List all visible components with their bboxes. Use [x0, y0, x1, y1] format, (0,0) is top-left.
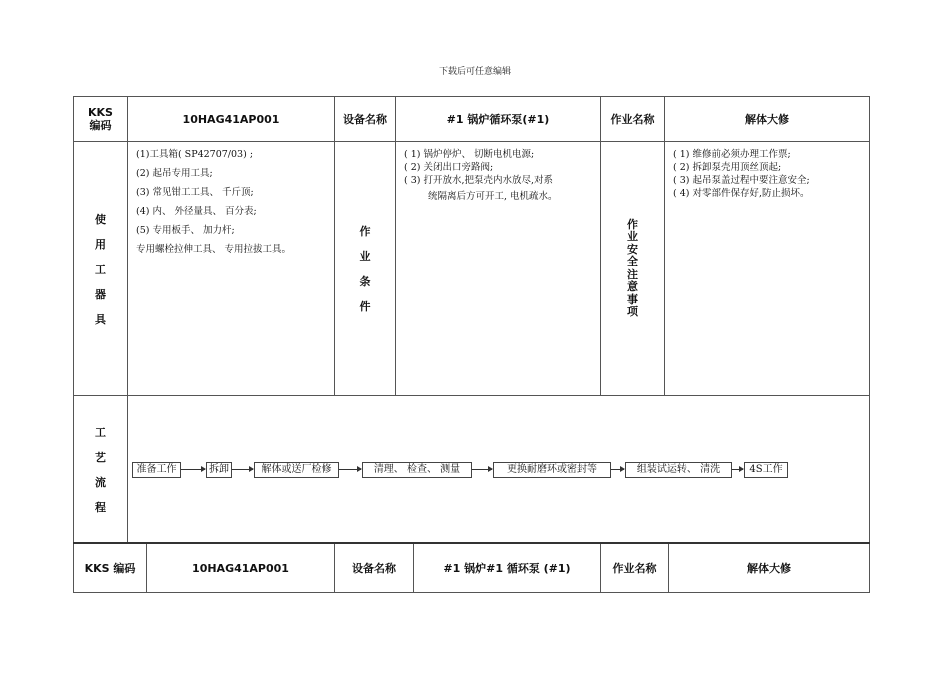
job-name-value: 解体大修: [665, 97, 870, 142]
flow-arrow: [339, 469, 361, 470]
safety-item: ( 4) 对零部件保存好,防止损坏。: [673, 188, 810, 199]
content-row: [74, 142, 870, 396]
header-row: [74, 97, 870, 142]
process-label-char: 工: [95, 425, 106, 439]
footer-job-name-value: 解体大修: [669, 543, 870, 593]
download-note: 下载后可任意编辑: [438, 67, 511, 77]
process-label-char: 艺: [95, 450, 106, 464]
flow-step-teardown: 解体或送厂检修: [254, 462, 339, 478]
footer-equip-name-label: 设备名称: [335, 543, 414, 593]
kks-value: 10HAG41AP001: [128, 97, 335, 142]
tools-item: (2) 起吊专用工具;: [136, 168, 213, 179]
process-label: [74, 396, 128, 543]
conditions-label-char: 作: [359, 225, 371, 238]
safety-label-char: 意: [627, 280, 638, 293]
tools-label-char: 具: [95, 312, 106, 326]
tools-list: [128, 142, 335, 396]
conditions-continuation: 统隔离后方可开工, 电机疏水。: [428, 191, 558, 202]
conditions-label-char: 件: [359, 300, 371, 313]
safety-label-char: 作: [627, 217, 638, 231]
safety-list: [665, 142, 870, 396]
flow-arrow: [232, 469, 253, 470]
tools-label-char: 工: [95, 262, 106, 276]
safety-item: ( 3) 起吊泵盖过程中要注意安全;: [673, 175, 810, 186]
tools-label-char: 器: [95, 287, 106, 301]
safety-label-char: 事: [627, 292, 638, 306]
tools-item: (5) 专用板手、 加力杆;: [136, 225, 235, 236]
safety-label-char: 项: [627, 305, 638, 318]
tools-item: 专用螺栓拉伸工具、 专用拉拔工具。: [136, 244, 292, 255]
safety-item: ( 1) 维修前必须办理工作票;: [673, 149, 791, 160]
flow-step-prepare: 准备工作: [132, 462, 181, 478]
footer-job-name-label: 作业名称: [601, 543, 669, 593]
conditions-item: ( 1) 锅炉停炉、 切断电机电源;: [404, 149, 535, 160]
work-order-table: [73, 96, 870, 543]
flow-step-inspect: 清理、 检查、 测量: [362, 462, 472, 478]
safety-label-char: 全: [627, 255, 638, 268]
job-name-label: 作业名称: [601, 97, 665, 142]
flow-step-disassemble: 拆卸: [206, 462, 232, 478]
conditions-item: ( 3) 打开放水,把泵壳内水放尽,对系: [404, 175, 554, 186]
safety-label-char: 注: [627, 267, 638, 281]
flow-arrow: [181, 469, 205, 470]
conditions-list: [396, 142, 601, 396]
conditions-item: ( 2) 关闭出口旁路阀;: [404, 162, 494, 173]
process-label-char: 流: [95, 475, 106, 489]
process-label-char: 程: [95, 500, 106, 514]
conditions-label-char: 业: [359, 250, 371, 263]
equip-name-value: #1 锅炉循环泵(#1): [396, 97, 601, 142]
flow-step-4s: 4S工作: [744, 462, 788, 478]
kks-label-line1: KKS: [88, 106, 113, 119]
tools-item: (4) 内、 外径量具、 百分表;: [136, 206, 257, 217]
tools-label-char: 使: [95, 212, 106, 226]
flow-arrow: [611, 469, 624, 470]
flow-step-replace: 更换耐磨环或密封等: [493, 462, 611, 478]
tools-item: (1)工具箱( SP42707/03) ;: [136, 149, 254, 160]
safety-label-char: 业: [627, 230, 638, 243]
tools-label: [74, 142, 128, 396]
equip-name-label: 设备名称: [335, 97, 396, 142]
tools-item: (3) 常见钳工工具、 千斤顶;: [136, 187, 254, 198]
safety-label-char: 安: [627, 242, 638, 256]
repeat-header-row: [74, 543, 870, 593]
safety-label: [601, 142, 665, 396]
tools-label-char: 用: [95, 237, 106, 251]
flow-step-assemble: 组装试运转、 清洗: [625, 462, 732, 478]
kks-label-cell: [74, 97, 128, 142]
process-flow-cell: [128, 396, 870, 543]
kks-label-line2: 编码: [89, 119, 112, 132]
footer-kks-value: 10HAG41AP001: [147, 543, 335, 593]
footer-kks-label: KKS 编码: [74, 543, 147, 593]
footer-equip-name-value: #1 锅炉#1 循环泵 (#1): [414, 543, 601, 593]
conditions-label: [335, 142, 396, 396]
process-row: [74, 396, 870, 543]
safety-item: ( 2) 拆卸泵壳用顶丝顶起;: [673, 162, 782, 173]
repeat-header-table: [73, 542, 870, 593]
flow-arrow: [732, 469, 743, 470]
flow-arrow: [472, 469, 492, 470]
conditions-label-char: 条: [359, 275, 371, 288]
